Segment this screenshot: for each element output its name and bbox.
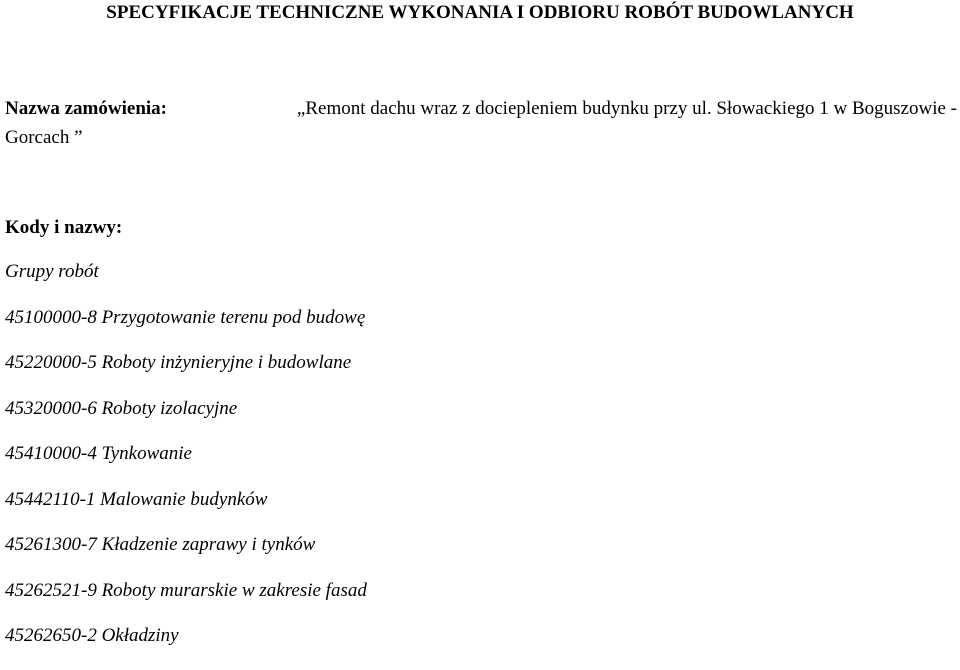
list-item — [5, 579, 367, 625]
code-description: Przygotowanie terenu pod budowę — [101, 306, 366, 328]
code-number: 45262650-2 — [5, 625, 97, 646]
order-name-block — [5, 94, 960, 152]
list-item — [5, 624, 367, 670]
code-number: 45100000-8 — [5, 306, 97, 328]
list-item — [5, 306, 367, 352]
code-description: Roboty inżynieryjne i budowlane — [101, 352, 352, 373]
code-number: 45262521-9 — [5, 579, 97, 601]
code-number: 45261300-7 — [5, 534, 97, 555]
code-description: Roboty murarskie w zakresie fasad — [101, 579, 367, 601]
code-number: 45442110-1 — [5, 488, 96, 510]
document-title: SPECYFIKACJE TECHNICZNE WYKONANIA I ODBIORU ROBÓT BUDOWLANYCH — [106, 2, 854, 23]
codes-heading: Kody i nazwy: — [5, 217, 123, 238]
codes-list — [5, 260, 367, 670]
code-description: Malowanie budynków — [100, 488, 268, 510]
code-description: Kładzenie zaprawy i tynków — [101, 534, 316, 555]
code-description: Tynkowanie — [101, 443, 192, 464]
list-item — [5, 488, 367, 534]
list-item — [5, 533, 367, 579]
order-name-line-1 — [5, 94, 957, 123]
order-name-text-line-1: „Remont dachu wraz z dociepleniem budynku przy ul. Słowackiego 1 w Boguszowie - — [296, 98, 957, 119]
list-item — [5, 351, 367, 397]
list-item — [5, 442, 367, 488]
code-number: 45220000-5 — [5, 352, 97, 373]
code-description: Okładziny — [101, 625, 179, 646]
list-item — [5, 397, 367, 443]
code-description: Roboty izolacyjne — [101, 397, 238, 419]
code-number: 45410000-4 — [5, 443, 97, 464]
code-number: 45320000-6 — [5, 397, 97, 419]
order-name-text-line-2: Gorcach ” — [5, 127, 83, 148]
order-name-label: Nazwa zamówienia: — [5, 98, 167, 119]
groups-heading: Grupy robót — [5, 261, 99, 282]
